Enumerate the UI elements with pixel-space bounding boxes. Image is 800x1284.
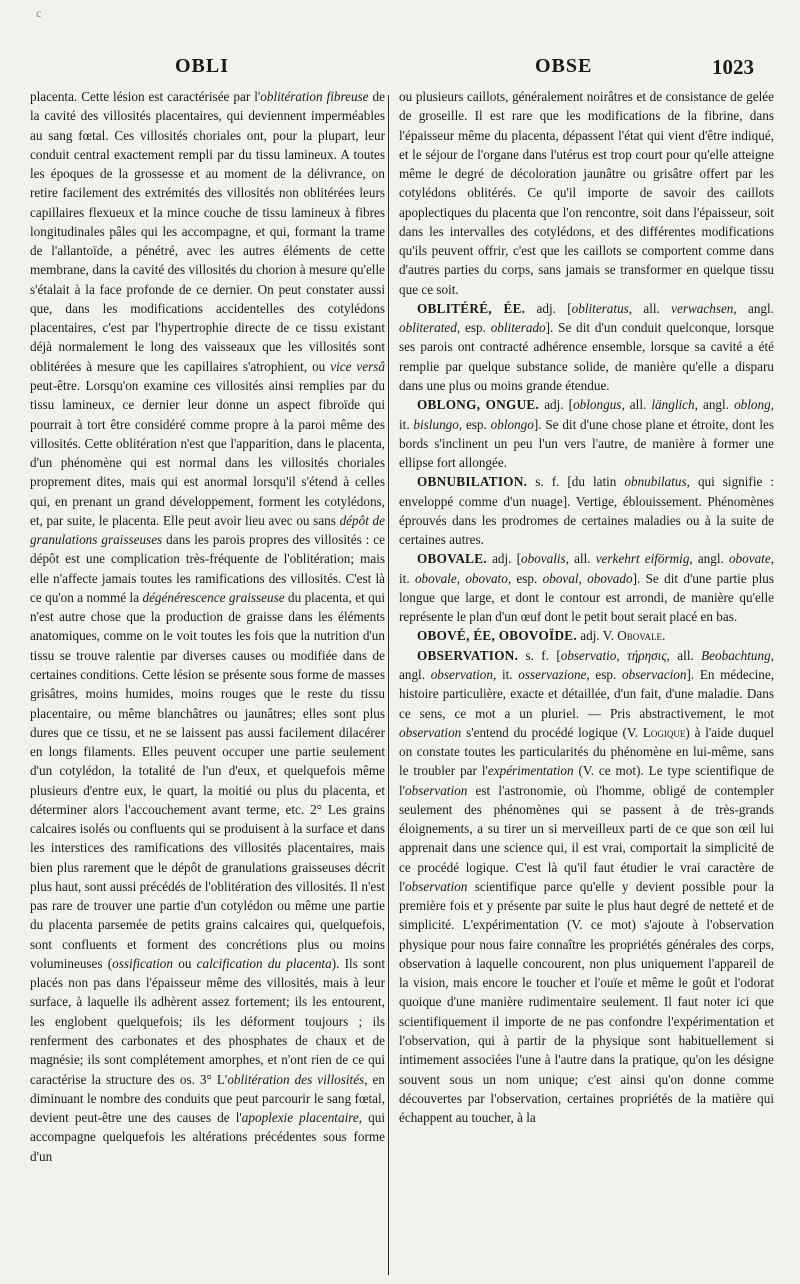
- text-run: ). Ils sont placés non pas dans l'épaisseur même des villosités, mais à leur surface, à laquelle ils adhèrent assez fortement; ils les entourent, les englobent quelquefois; ils les déforment toujours ; ils renferment des carbonates et des phosphates de chaux et de magnésie; ils sont complétement amorphes, et n'ont rien de ce qui caractérise la structure des os. 3° L': [30, 955, 386, 1087]
- text-run: , angl.: [733, 300, 774, 316]
- text-run: , all.: [628, 300, 672, 316]
- text-run: , all.: [565, 551, 596, 567]
- entry-obnubilation: [399, 472, 774, 549]
- text-run: , angl.: [694, 397, 735, 413]
- entry-headword: OBLONG, ONGUE.: [417, 397, 540, 413]
- continuation-paragraph: ou plusieurs caillots, généralement noirâtres et de consistance de gelée de groseille. Il est rare que les modifications de la fibrine, dans l'épaisseur même du placenta, dépassent l'état qui vient d'être indiqué, et le séjour de l'organe dans l'utérus est trop court pour qu'elle atteigne même le degré de décoloration jaunâtre ou grisâtre offert par les cotylédons oblitérés. Ce qu'il importe de savoir des caillots apoplectiques du placenta que l'on rencontre, soit dans l'épaisseur, soit dans les intervalles des cotylédons, et des différentes modifications qu'ils peuvent offrir, c'est que les caillots se comportent comme dans d'autres parties du corps, sans jamais se transformer en quelque tissu que ce soit.: [399, 89, 774, 297]
- header-right-guide-word: OBSE: [535, 55, 593, 77]
- text-run: , en diminuant le nombre des conduits que peut parcourir le sang fœtal, devient peut-être une des causes de l': [30, 1071, 385, 1126]
- italic-term: obnubilatus: [624, 474, 687, 490]
- italic-term: observacion: [621, 666, 687, 682]
- italic-term: oblitération fibreuse: [260, 89, 369, 104]
- text-run: , qui accompagne quelquefois les altérations précédentes sous forme d'un: [30, 1110, 385, 1164]
- right-column: [399, 87, 774, 1127]
- text-run: adj. [: [539, 397, 574, 413]
- italic-term: oblongo: [490, 416, 534, 432]
- italic-term: obliterado: [490, 320, 546, 336]
- italic-term: obovalis: [520, 551, 566, 567]
- text-run: , it.: [492, 666, 519, 682]
- italic-term: länglich: [651, 397, 695, 413]
- text-run: de la cavité des villosités placentaires, qui deviennent imperméables au sang fœtal. Ces villosités choriales ont, pour la plupart, leur conduit central exactement rempli par du tissu lamineux. A toutes les époques de la grossesse et au moment de la délivrance, on retire facilement des extrémités des villosités non oblitérées leurs capillaires flexueux et la mince couche de tissu lamineux à fibres longitudinales pâles qui les accompagne, et qui, formant la trame de l'allantoïde, a pénétré, avec les autres éléments de cette membrane, dans la cavité des villosités du chorion à mesure qu'elle s'étalait à la face profonde de ce dernier. On peut constater aussi que, dans les modifications accidentelles des cotylédons placentaires, c'est par l'hypertrophie directe de ce tissu existant déjà normalement le long des vaisseaux que les villosités sont oblitérées à mesure que les capillaires s'atrophient, ou: [30, 89, 385, 374]
- italic-term: expérimentation: [487, 763, 574, 779]
- italic-term: dégénérescence graisseuse: [142, 589, 285, 605]
- text-run: s. f. [du latin: [527, 474, 625, 490]
- entry-headword: OBNUBILATION.: [417, 474, 528, 490]
- text-run: , esp.: [456, 320, 491, 336]
- entry-headword: OBLITÉRÉ, ÉE.: [417, 300, 526, 316]
- italic-term: bislungo: [413, 416, 459, 432]
- text-run: adj. [: [525, 300, 572, 316]
- entry-observation: [399, 646, 774, 1128]
- text-run: , it.: [399, 397, 774, 432]
- text-run: , qui signifie : enveloppé comme d'un nuage]. Vertige, éblouissement. Phénomènes éprouvés dans les prodromes de certaines maladies ou à la suite de certaines autres.: [399, 474, 774, 548]
- italic-term: obliteratus: [571, 300, 629, 316]
- column-divider: [388, 95, 389, 1275]
- italic-term: calcification du placenta: [196, 955, 332, 971]
- text-run: est l'astronomie, où l'homme, obligé de contempler seulement des phénomènes qui se passent à de très-grands éloignements, a su tirer un si merveilleux parti de ce que son œil lui apprenait dans une science qui, il est vrai, comportait la simplicité de ce procédé logique. C'est là qu'il faut étudier le vrai caractère de l': [399, 782, 774, 894]
- italic-term: observation: [405, 782, 468, 798]
- italic-term: osservazione: [518, 666, 587, 682]
- italic-term: dépôt de granulations graisseuses: [30, 512, 385, 548]
- italic-term: oboval, obovado: [542, 570, 633, 586]
- text-run: (V. ce mot). Le type scientifique de l': [399, 763, 774, 798]
- header-left-guide-word: OBLI: [175, 55, 230, 77]
- italic-term: verwachsen: [671, 300, 734, 316]
- italic-term: verkehrt eiförmig: [595, 551, 690, 567]
- entry-oblong: [399, 395, 774, 472]
- entry-headword: OBSERVATION.: [417, 647, 519, 663]
- text-run: , it.: [399, 551, 774, 586]
- italic-term: oblong: [734, 397, 771, 413]
- italic-term: obovate: [728, 551, 771, 567]
- text-run: , esp.: [507, 570, 543, 586]
- italic-term: obliterated: [399, 320, 457, 336]
- text-run: , all.: [621, 397, 652, 413]
- text-run: scientifique parce qu'elle y devient possible pour la première fois et y présente par suite le plus haut degré de netteté et de simplicité. L'expérimentation (V. ce mot) s'ajoute à l'observation physique pour nous faire connaître les propriétés générales des corps, observation à laquelle concourent, non plus uniquement l'appareil de la vision, mais encore le toucher et l'ouïe et même le goût et l'odorat quoique d'une manière rudimentaire seulement. Il faut noter ici que scientifiquement il importe de ne pas confondre l'expérimentation et l'observation, qui à partir de la physique sont habituellement si intimement associées l'une à l'autre dans la pratique, qu'on les désigne souvent sous un nom unique; c'est ainsi qu'on donne comme découvertes par l'observation, certaines propriétés de la matière qui échappent au toucher, à la: [399, 878, 774, 1126]
- text-run: ]. Se dit d'un conduit quelconque, lorsque ses parois ont contracté adhérence ensemble, lorsque sa cavité a été remplie par quelque substance solide, de manière qu'elle a disparu dans une plus ou moins grande étendue.: [399, 320, 774, 393]
- text-run: adj. V.: [577, 628, 618, 644]
- text-run: , esp.: [458, 416, 491, 432]
- text-run: placenta. Cette lésion est caractérisée par l': [30, 89, 261, 104]
- text-run: , angl.: [689, 551, 729, 567]
- cross-reference: Obovale: [617, 628, 663, 644]
- text-run: , all.: [666, 647, 702, 663]
- corner-mark: c: [36, 6, 42, 20]
- entry-headword: OBOVALE.: [417, 551, 487, 567]
- text-run: ]. Se dit d'une chose plane et étroite, dont les bords s'inclinent un peu l'un vers l'autre, de manière à former une ellipse fort allongée.: [399, 416, 774, 471]
- text-run: ou: [172, 955, 197, 971]
- text-run: , angl.: [399, 647, 774, 682]
- text-run: s'entend du procédé logique (V.: [461, 724, 643, 740]
- italic-term: apoplexie placentaire: [241, 1110, 359, 1126]
- entry-obove: [399, 626, 774, 645]
- entry-headword: OBOVÉ, ÉE, OBOVOÏDE.: [417, 628, 577, 644]
- left-column: [30, 87, 385, 1166]
- text-run: ) à l'aide duquel on constate toutes les particularités du phénomène en lui-même, sans le troubler par l': [399, 724, 774, 779]
- running-header: [0, 55, 800, 85]
- italic-term: observation: [405, 878, 468, 894]
- text-run: ]. En médecine, histoire particulière, exacte et détaillée, d'un fait, d'une maladie. Dans ce sens, ce mot a un pluriel. — Pris abstractivement, le mot: [399, 666, 774, 721]
- italic-term: observation: [399, 724, 462, 740]
- italic-term: vice versâ: [330, 358, 386, 374]
- entry-obliteré: [399, 299, 774, 395]
- page-number: 1023: [712, 55, 754, 79]
- text-run: , esp.: [586, 666, 622, 682]
- text-run: s. f. [: [518, 647, 561, 663]
- text-run: peut-être. Lorsqu'on examine ces villosités ainsi remplies par du tissu lamineux, ce dernier leur donne un aspect fibroïde qui pourrait à tort être considéré comme propre à la paroi même des villosités. Cette oblitération n'est que l'apparition, dans le placenta, d'un phénomène qui est normal dans les villosités choriales proprement dites, mais qui est anormal lorsqu'il s'étend à celles qui, en prenant un grand développement, forment les cotylédons, et, par suite, le placenta. Elle peut avoir lieu avec ou sans: [30, 377, 385, 528]
- italic-term: obovale, obovato: [414, 570, 508, 586]
- italic-term: oblongus: [573, 397, 622, 413]
- text-run: dans les parois propres des villosités : ce dépôt est une complication très-fréquente de l'oblitération; mais elle n'affecte jamais toutes les ramifications des villosités. C'est là ce qu'on a nommé la: [30, 532, 385, 605]
- text-run: ]. Se dit d'une partie plus longue que large, et dont le contour est arrondi, de manière qu'elle représente le plan d'un œuf dont le petit bout serait placé en bas.: [399, 570, 775, 625]
- cross-reference: Logique: [642, 724, 686, 740]
- italic-term: observatio, τήρησις: [560, 647, 667, 663]
- italic-term: ossification: [112, 955, 173, 971]
- italic-term: observation: [430, 666, 493, 682]
- italic-term: Beobachtung: [701, 647, 771, 663]
- text-run: adj. [: [486, 551, 521, 567]
- text-run: .: [662, 628, 666, 644]
- entry-obovale: [399, 549, 774, 626]
- text-run: du placenta, et qui n'est autre chose que la production de graisse dans les éléments anatomiques, comme on le voit toutes les fois que la nutrition d'un tissu se trouve ralentie par diverses causes ou modifiée dans de certaines conditions. Cette lésion se présente sous forme de masses grisâtres, moins humides, moins rouges que le reste du tissu placentaire, ou même blanchâtres ou jaunâtres; elles sont plus dures que ce tissu, et ne se laissent pas aussi facilement dilacérer en longs filaments. Elles peuvent occuper une partie seulement d'un cotylédon, la totalité de l'un d'eux, et quelquefois même plusieurs d'entre eux, le quart, la moitié ou plus du placenta, et déterminer alors l'accouchement avant terme, etc. 2° Les grains calcaires isolés ou confluents qui se produisent à la surface et dans les interstices des ramifications des villosités placentaires, mais bien plus rarement que le dépôt de granulations graisseuses décrit plus haut, sont aussi précédés de l'oblitération des villosités. Il n'est pas rare de trouver une partie d'un cotylédon ou même une partie du placenta parsemée de petits grains calcaires qui, quelquefois, sont confluents et forment des concrétions plus ou moins volumineuses (: [30, 589, 386, 971]
- left-column-text: [30, 87, 385, 1166]
- italic-term: oblitération des villosités: [227, 1071, 365, 1087]
